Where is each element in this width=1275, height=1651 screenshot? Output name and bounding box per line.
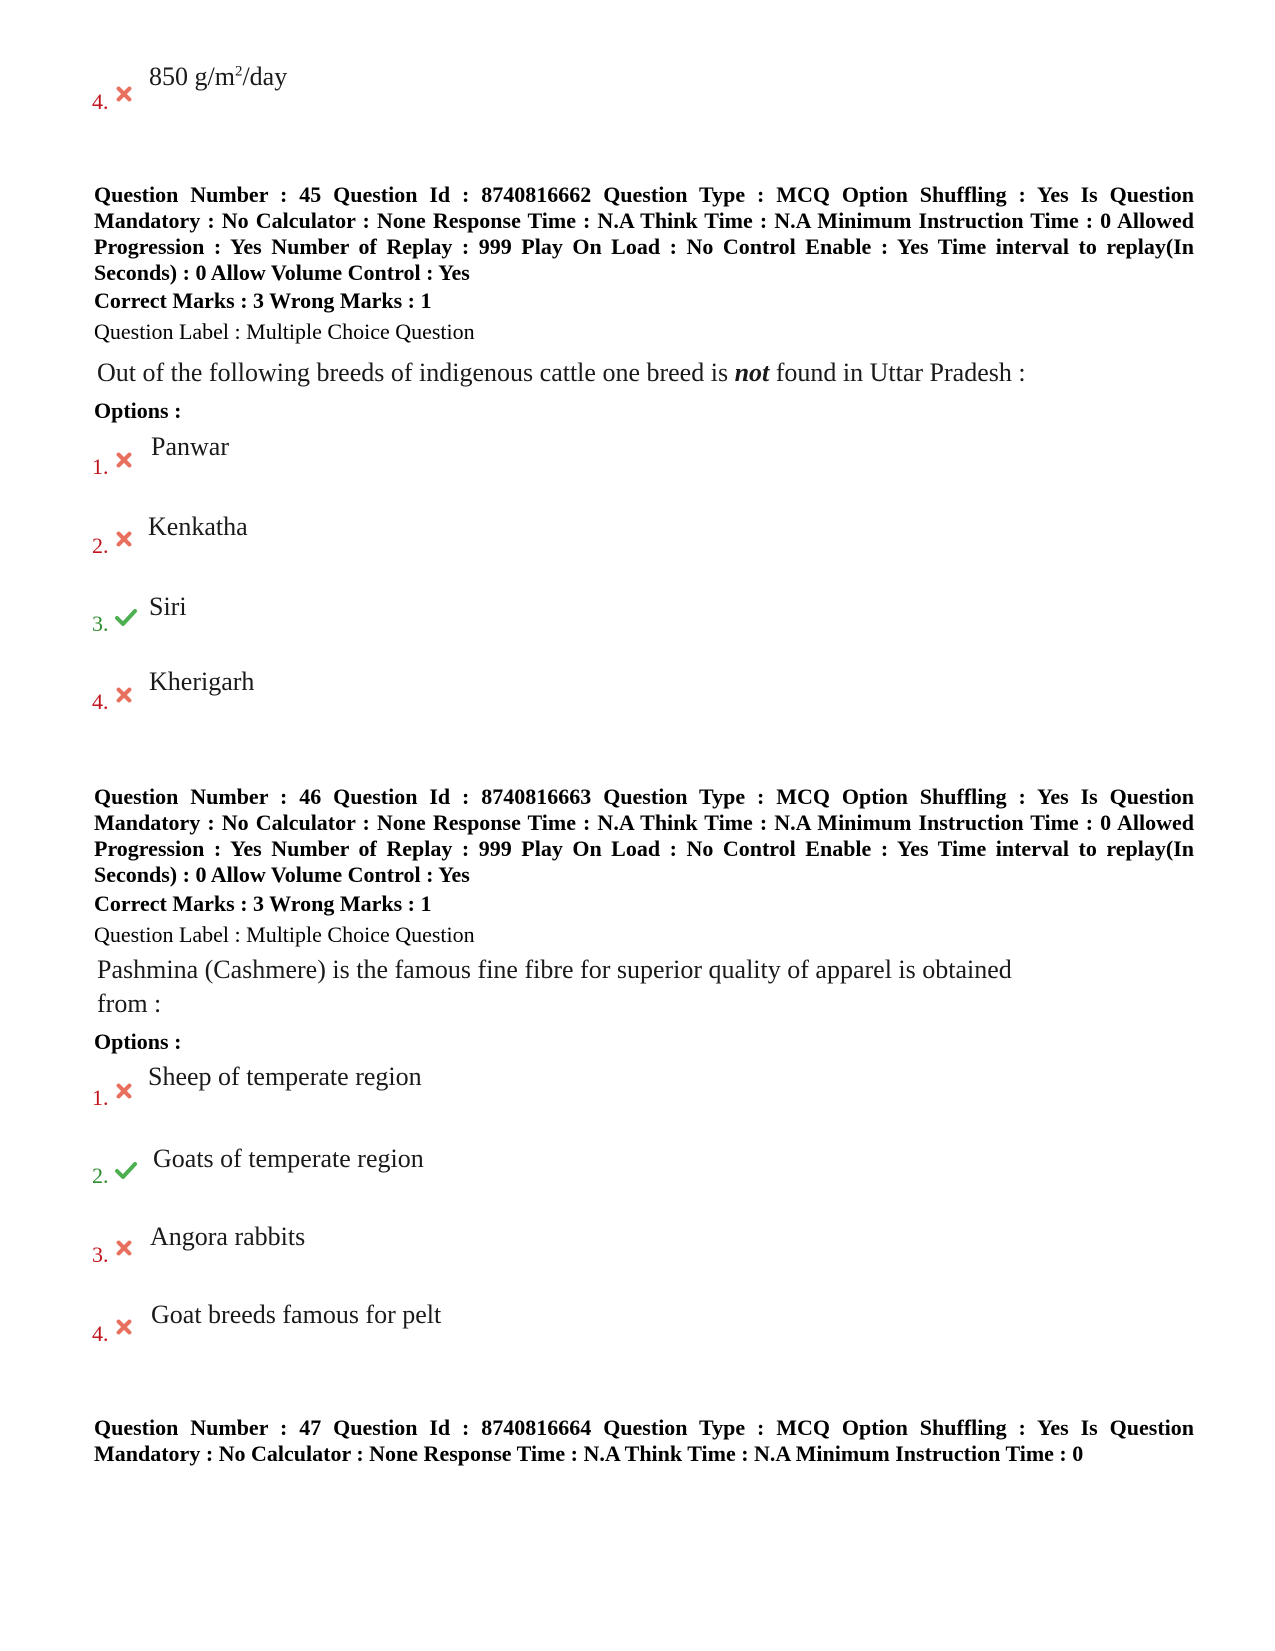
option-text[interactable]: Goats of temperate region [153,1144,424,1173]
question-label: Question Label : Multiple Choice Question [94,922,475,947]
question-marks: Correct Marks : 3 Wrong Marks : 1 [94,891,432,916]
option-text[interactable]: Siri [149,592,187,621]
check-mark-icon [114,607,138,627]
option-number: 3. [92,1242,109,1267]
cross-mark-icon [115,530,133,548]
option-number: 2. [92,533,109,558]
cross-mark-icon [115,451,133,469]
option-text[interactable]: Panwar [151,432,229,461]
question-meta: Question Number : 45 Question Id : 8740816662 Question Type : MCQ Option Shuffling : Yes Is Question Mandatory : No Calculator : None Response Time : N.A Think Time : N.A Minimum Instruction Time : 0 Allowed Progression : Yes Number of Replay : 999 Play On Load : No Control Enable : Yes Time interval to replay(In Seconds) : 0 Allow Volume Control : Yes [94,182,1194,285]
option-number: 3. [92,611,109,636]
question-label: Question Label : Multiple Choice Question [94,319,475,344]
cross-mark-icon [115,1239,133,1257]
option-number: 4. [92,689,109,714]
cross-mark-icon [115,1318,133,1336]
option-text[interactable]: Angora rabbits [150,1222,306,1251]
options-label: Options : [94,1029,182,1054]
option-number: 4. [92,89,109,114]
option-number: 1. [92,454,109,479]
check-mark-icon [114,1160,138,1180]
option-text[interactable]: Kenkatha [148,512,248,541]
question-meta: Question Number : 46 Question Id : 8740816663 Question Type : MCQ Option Shuffling : Yes Is Question Mandatory : No Calculator : None Response Time : N.A Think Time : N.A Minimum Instruction Time : 0 Allowed Progression : Yes Number of Replay : 999 Play On Load : No Control Enable : Yes Time interval to replay(In Seconds) : 0 Allow Volume Control : Yes [94,784,1194,887]
option-text: 850 $g/m^2$/day [149,62,288,91]
options-label: Options : [94,398,182,423]
question-text: Out of the following breeds of indigenous cattle one breed is not found in Uttar Pradesh : [97,358,1026,387]
option-number: 1. [92,1085,109,1110]
question-meta: Question Number : 47 Question Id : 8740816664 Question Type : MCQ Option Shuffling : Yes Is Question Mandatory : No Calculator : None Response Time : N.A Think Time : N.A Minimum Instruction Time : 0 [94,1415,1194,1466]
cross-mark-icon [115,85,133,103]
option-number: 2. [92,1163,109,1188]
option-number: 4. [92,1321,109,1346]
cross-mark-icon [115,686,133,704]
question-text: Pashmina (Cashmere) is the famous fine fibre for superior quality of apparel is obtained from : [97,955,1012,1018]
question-marks: Correct Marks : 3 Wrong Marks : 1 [94,288,432,313]
option-text[interactable]: Goat breeds famous for pelt [151,1300,442,1329]
option-text[interactable]: Kherigarh [149,667,255,696]
option-text[interactable]: Sheep of temperate region [148,1062,422,1091]
cross-mark-icon [115,1082,133,1100]
